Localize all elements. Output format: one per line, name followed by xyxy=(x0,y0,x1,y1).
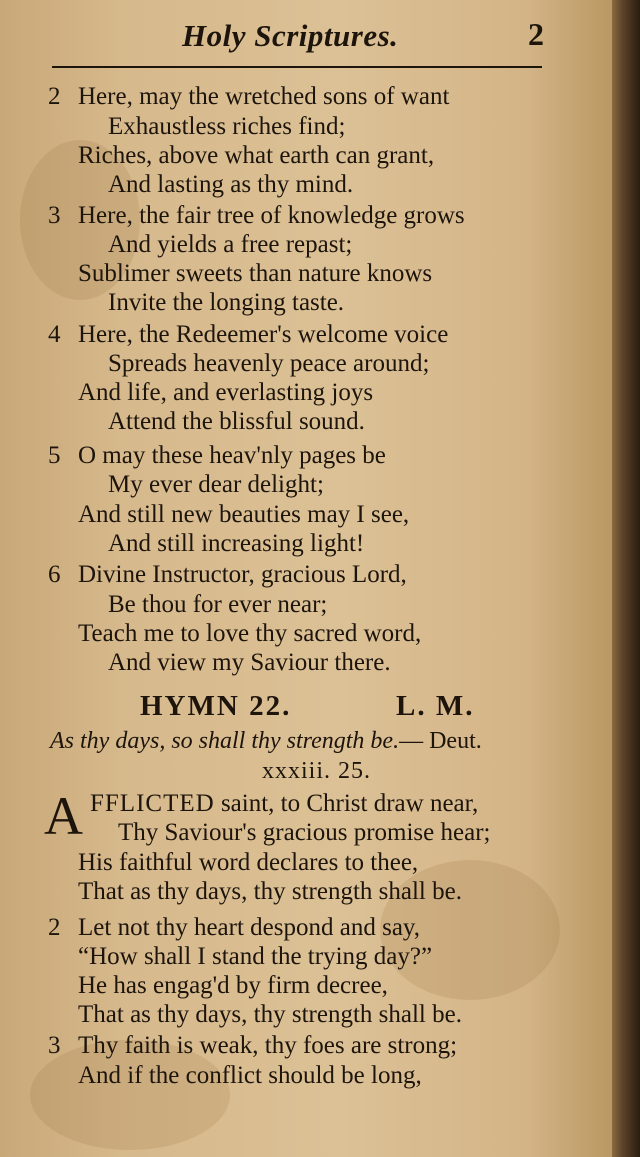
running-header-title: Holy Scriptures. xyxy=(182,18,399,53)
verse-line: Here, the Redeemer's welcome voice xyxy=(78,321,449,348)
verse-line: And still increasing light! xyxy=(108,530,365,557)
verse-number: 3 xyxy=(48,1032,61,1059)
hymn-meter: L. M. xyxy=(396,690,475,722)
verse-line: My ever dear delight; xyxy=(108,471,324,498)
page-number: 2 xyxy=(528,16,544,52)
verse-line: Attend the blissful sound. xyxy=(108,408,365,435)
verse-line: Teach me to love thy sacred word, xyxy=(78,620,422,647)
verse-number: 2 xyxy=(48,83,61,110)
verse-number: 3 xyxy=(48,202,61,229)
verse-line: That as thy days, thy strength shall be. xyxy=(78,1001,462,1028)
header-rule xyxy=(52,66,542,68)
verse-line: Be thou for ever near; xyxy=(108,591,328,618)
verse-line: That as thy days, thy strength shall be. xyxy=(78,878,462,905)
verse-line: He has engag'd by firm decree, xyxy=(78,972,388,999)
epigraph-source: — Deut. xyxy=(399,728,482,754)
verse-line: Sublimer sweets than nature knows xyxy=(78,260,433,287)
verse-line: And if the conflict should be long, xyxy=(78,1062,422,1089)
verse-number: 6 xyxy=(48,561,61,588)
verse-line: And life, and everlasting joys xyxy=(78,379,374,406)
verse-line: Thy Saviour's gracious promise hear; xyxy=(118,819,491,846)
epigraph-reference: xxxiii. 25. xyxy=(262,758,372,784)
verse-line: Here, the fair tree of knowledge grows xyxy=(78,202,465,229)
verse-line: Exhaustless riches find; xyxy=(108,113,346,140)
verse-line: And view my Saviour there. xyxy=(108,649,391,676)
verse-line: And still new beauties may I see, xyxy=(78,501,410,528)
verse-line: Divine Instructor, gracious Lord, xyxy=(78,561,407,588)
verse-line: Thy faith is weak, thy foes are strong; xyxy=(78,1032,458,1059)
verse-number: 2 xyxy=(48,914,61,941)
book-spine-edge xyxy=(612,0,640,1157)
verse-line: Spreads heavenly peace around; xyxy=(108,350,430,377)
verse-line: Let not thy heart despond and say, xyxy=(78,914,421,941)
drop-cap: A xyxy=(44,786,83,846)
first-line-rest: saint, to Christ draw near, xyxy=(214,790,479,817)
verse-number: 4 xyxy=(48,321,61,348)
verse-line: And yields a free repast; xyxy=(108,231,353,258)
verse-line: “How shall I stand the trying day?” xyxy=(78,943,433,970)
verse-line: Here, may the wretched sons of want xyxy=(78,83,450,110)
verse-line: And lasting as thy mind. xyxy=(108,171,354,198)
verse-number: 5 xyxy=(48,442,61,469)
hymn-title: HYMN 22. xyxy=(140,690,292,722)
first-word: FFLICTED xyxy=(90,790,215,817)
epigraph-text: As thy days, so shall thy strength be. xyxy=(50,728,400,754)
verse-line: O may these heav'nly pages be xyxy=(78,442,386,469)
verse-line: Riches, above what earth can grant, xyxy=(78,142,435,169)
verse-line xyxy=(90,789,478,819)
hymn-epigraph xyxy=(50,726,482,756)
verse-line: His faithful word declares to thee, xyxy=(78,849,419,876)
verse-line: Invite the longing taste. xyxy=(108,289,345,316)
